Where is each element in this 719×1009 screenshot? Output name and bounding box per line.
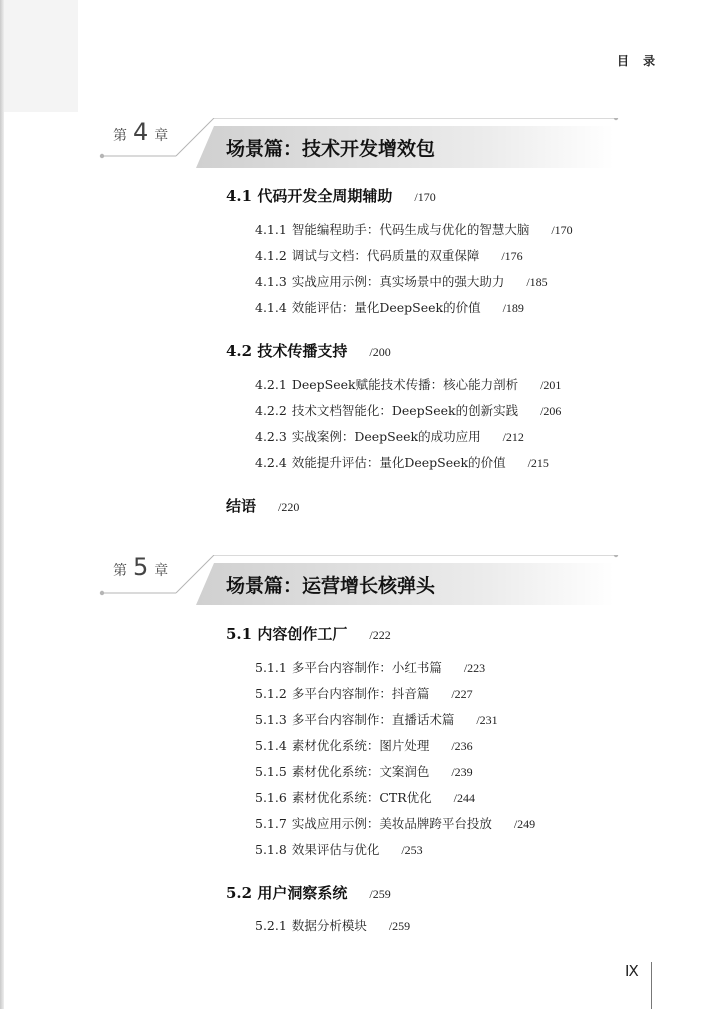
entry-title: 数据分析模块	[291, 918, 367, 933]
section-title: 技术传播支持	[257, 342, 348, 360]
entry-title: 素材优化系统：CTR优化	[291, 790, 432, 805]
chapter-label-prefix: 第	[113, 128, 127, 144]
section-5-1[interactable]	[226, 623, 391, 644]
chapter-number: 4	[133, 118, 149, 146]
entry-title: 实战应用示例：美妆品牌跨平台投放	[291, 816, 492, 831]
toc-entry[interactable]	[255, 710, 498, 728]
page-number: /239	[451, 765, 473, 779]
page-number: /223	[463, 661, 486, 675]
running-head: 目 录	[617, 54, 661, 68]
folio-rule	[651, 962, 652, 1009]
section-title: 内容创作工厂	[257, 625, 348, 643]
entry-title: 素材优化系统：文案润色	[291, 764, 430, 779]
page-number: /236	[451, 739, 473, 753]
page-number: /222	[369, 628, 391, 642]
entry-number: 4.2.2	[255, 403, 287, 418]
toc-entry[interactable]	[255, 814, 535, 832]
toc-entry[interactable]	[255, 788, 475, 806]
page-number: /259	[388, 919, 411, 933]
conclusion-title: 结语	[226, 497, 257, 515]
entry-number: 4.1.4	[255, 300, 287, 315]
page-number: /170	[414, 190, 436, 204]
toc-entry[interactable]	[255, 401, 561, 419]
entry-number: 5.1.5	[255, 764, 287, 779]
entry-number: 4.2.3	[255, 429, 287, 444]
corner-shade	[4, 0, 78, 112]
page-number: /249	[513, 817, 536, 831]
section-4-1[interactable]	[226, 185, 436, 206]
section-number: 5.2	[226, 884, 253, 902]
toc-entry[interactable]	[255, 658, 485, 676]
page-number: /215	[527, 456, 549, 470]
entry-title: 调试与文档：代码质量的双重保障	[291, 248, 480, 263]
toc-entry[interactable]	[255, 762, 473, 780]
entry-title: 效果评估与优化	[291, 842, 380, 857]
entry-number: 4.2.4	[255, 455, 287, 470]
section-number: 4.2	[226, 342, 253, 360]
toc-entry[interactable]	[255, 246, 523, 264]
section-title: 代码开发全周期辅助	[257, 187, 393, 205]
entry-title: 多平台内容制作：小红书篇	[291, 660, 442, 675]
page-folio: Ⅸ	[625, 964, 639, 980]
page-number: /259	[369, 887, 391, 901]
entry-title: 实战应用示例：真实场景中的强大助力	[291, 274, 505, 289]
chapter-5-title: 场景篇：运营增长核弹头	[226, 575, 436, 597]
page-number: /176	[501, 249, 523, 263]
section-title: 用户洞察系统	[257, 884, 348, 902]
entry-number: 5.1.7	[255, 816, 287, 831]
entry-title: 多平台内容制作：抖音篇	[291, 686, 430, 701]
entry-title: 多平台内容制作：直播话术篇	[291, 712, 455, 727]
section-number: 4.1	[226, 187, 253, 205]
page-number: /227	[451, 687, 473, 701]
entry-title: 技术文档智能化：DeepSeek的创新实践	[291, 403, 519, 418]
toc-entry[interactable]	[255, 840, 423, 858]
entry-number: 4.1.1	[255, 222, 287, 237]
toc-entry[interactable]	[255, 916, 410, 934]
entry-number: 5.1.2	[255, 686, 287, 701]
entry-number: 5.2.1	[255, 918, 287, 933]
section-4-2[interactable]	[226, 340, 391, 361]
chapter-4-label	[113, 118, 168, 146]
section-5-2[interactable]	[226, 882, 391, 903]
entry-title: 效能评估：量化DeepSeek的价值	[291, 300, 481, 315]
entry-number: 4.1.3	[255, 274, 287, 289]
entry-number: 5.1.8	[255, 842, 287, 857]
entry-number: 5.1.6	[255, 790, 287, 805]
entry-number: 4.2.1	[255, 377, 287, 392]
chapter-4-title: 场景篇：技术开发增效包	[226, 138, 436, 160]
entry-number: 5.1.1	[255, 660, 287, 675]
entry-title: DeepSeek赋能技术传播：核心能力剖析	[291, 377, 519, 392]
entry-title: 效能提升评估：量化DeepSeek的价值	[291, 455, 506, 470]
page-number: /220	[278, 500, 300, 514]
toc-entry[interactable]	[255, 375, 561, 393]
page-number: /201	[540, 378, 562, 392]
page-number: /189	[502, 301, 524, 315]
entry-title: 实战案例：DeepSeek的成功应用	[291, 429, 481, 444]
chapter-label-suffix: 章	[154, 128, 169, 144]
page-number: /185	[526, 275, 548, 289]
page-number: /212	[502, 430, 524, 444]
page-number: /206	[540, 404, 562, 418]
entry-title: 智能编程助手：代码生成与优化的智慧大脑	[291, 222, 530, 237]
toc-entry[interactable]	[255, 453, 549, 471]
toc-entry[interactable]	[255, 684, 473, 702]
chapter-5-label	[113, 553, 168, 581]
page-number: /170	[551, 223, 573, 237]
toc-entry[interactable]	[255, 427, 524, 445]
entry-number: 5.1.4	[255, 738, 287, 753]
chapter-number: 5	[133, 553, 149, 581]
page-number: /253	[401, 843, 423, 857]
page-number: /231	[476, 713, 498, 727]
section-number: 5.1	[226, 625, 253, 643]
page-number: /200	[369, 345, 391, 359]
chapter-label-suffix: 章	[154, 563, 169, 579]
toc-entry[interactable]	[255, 736, 473, 754]
toc-entry[interactable]	[255, 298, 524, 316]
conclusion-entry[interactable]	[226, 495, 299, 516]
toc-entry[interactable]	[255, 272, 548, 290]
chapter-label-prefix: 第	[113, 563, 127, 579]
entry-number: 4.1.2	[255, 248, 287, 263]
entry-title: 素材优化系统：图片处理	[291, 738, 430, 753]
entry-number: 5.1.3	[255, 712, 287, 727]
toc-entry[interactable]	[255, 220, 573, 238]
page-number: /244	[453, 791, 475, 805]
